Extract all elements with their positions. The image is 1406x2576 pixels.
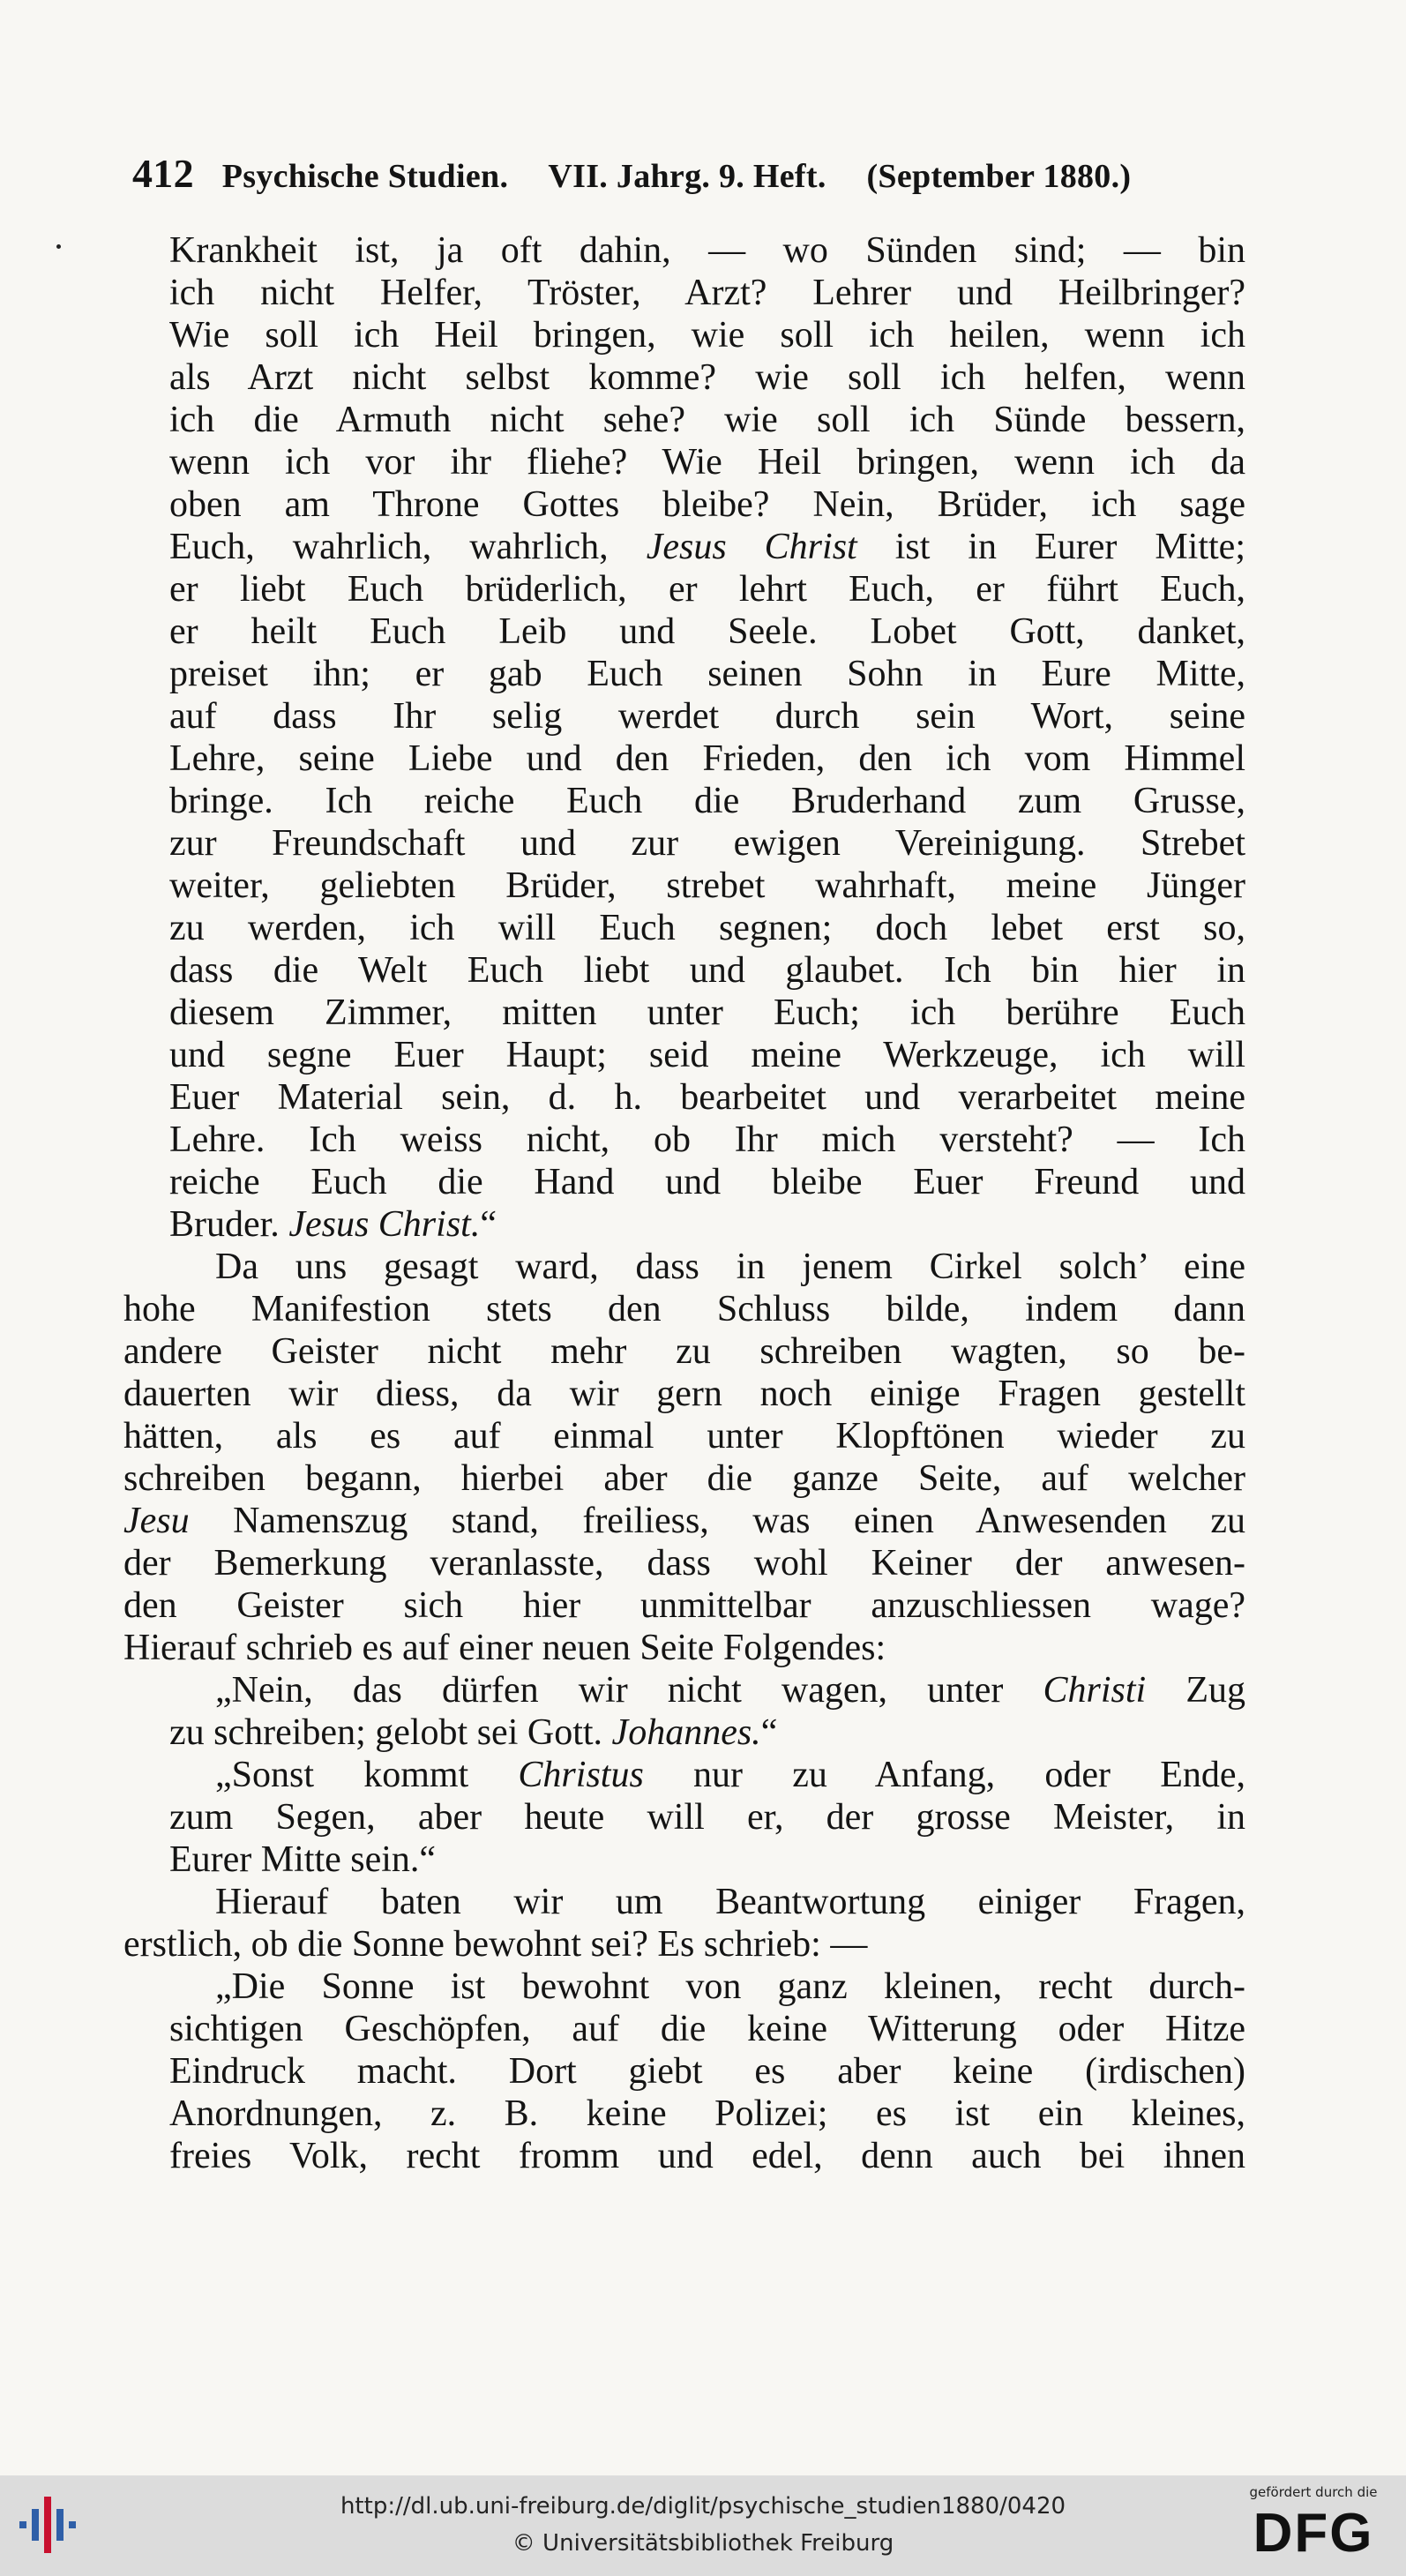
line-text: auf dass Ihr selig werdet durch sein Wort, seine [169,696,1245,737]
text-line [123,1288,1245,1330]
speck-mark [56,244,61,249]
italic-name: Johannes. [611,1712,761,1753]
italic-name: Jesus Christ. [288,1204,481,1245]
text-line [123,1119,1245,1161]
text-line [123,822,1245,865]
text-line [123,483,1245,526]
line-text: Euch, wahrlich, wahrlich, [169,527,647,567]
italic-name: Christi [1043,1670,1147,1711]
text-line [123,229,1245,272]
text-line [123,2008,1245,2050]
text-line [123,738,1245,780]
line-text: „Nein, das dürfen wir nicht wagen, unter [215,1670,1043,1711]
text-line [123,1627,1245,1669]
line-text: diesem Zimmer, mitten unter Euch; ich berühre Euch [169,992,1245,1033]
line-text: schreiben begann, hierbei aber die ganze Seite, auf welcher [123,1458,1245,1499]
text-line [123,568,1245,610]
dfg-logo [1238,2484,1388,2567]
source-url-link[interactable]: http://dl.ub.uni-freiburg.de/diglit/psychische_studien1880/0420 [340,2493,1066,2520]
text-line [123,2093,1245,2135]
line-text: wenn ich vor ihr fliehe? Wie Heil bringen, wenn ich da [169,442,1245,483]
line-text: Anordnungen, z. B. keine Polizei; es ist ein kleines, [169,2093,1245,2134]
text-line [123,1669,1245,1711]
text-line [123,1796,1245,1838]
line-text: „Die Sonne ist bewohnt von ganz kleinen, recht durch- [215,1966,1245,2007]
text-line [123,1584,1245,1627]
line-text: dass die Welt Euch liebt und glaubet. Ich bin hier in [169,950,1245,991]
copyright-notice: © Universitätsbibliothek Freiburg [512,2530,894,2557]
text-line [123,356,1245,399]
line-text: Namenszug stand, freiliess, was einen Anwesenden zu [189,1501,1245,1541]
text-line [123,2135,1245,2177]
line-text: hohe Manifestion stets den Schluss bilde, indem dann [123,1289,1245,1329]
line-text: Lehre. Ich weiss nicht, ob Ihr mich versteht? — Ich [169,1120,1245,1160]
line-text: weiter, geliebten Brüder, strebet wahrhaft, meine Jünger [169,865,1245,906]
line-text: Wie soll ich Heil bringen, wie soll ich heilen, wenn ich [169,315,1245,356]
line-text: dauerten wir diess, da wir gern noch einige Fragen gestellt [123,1374,1245,1414]
line-text: ich die Armuth nicht sehe? wie soll ich Sünde bessern, [169,400,1245,440]
issue-info: VII. Jahrg. 9. Heft. [548,158,826,195]
text-line [123,1330,1245,1373]
text-line [123,1542,1245,1584]
text-line [123,610,1245,653]
text-line [123,1966,1245,2008]
italic-name: Christus [518,1755,644,1795]
dfg-logo-icon [1243,2502,1384,2560]
body-text [123,229,1245,2177]
text-line [123,865,1245,907]
text-line [123,1881,1245,1923]
text-line [123,1923,1245,1966]
text-line [123,1246,1245,1288]
issue-date: (September 1880.) [866,158,1132,195]
text-line [123,907,1245,949]
line-text: zu werden, ich will Euch segnen; doch lebet erst so, [169,908,1245,948]
line-text: Lehre, seine Liebe und den Frieden, den ich vom Himmel [169,738,1245,779]
footer-bar [0,2475,1406,2576]
line-text: oben am Throne Gottes bleibe? Nein, Brüder, ich sage [169,484,1245,525]
line-text: ich nicht Helfer, Tröster, Arzt? Lehrer und Heilbringer? [169,273,1245,313]
line-text: Eindruck macht. Dort giebt es aber keine (irdischen) [169,2051,1245,2092]
line-text: sichtigen Geschöpfen, auf die keine Witterung oder Hitze [169,2009,1245,2049]
line-text: zur Freundschaft und zur ewigen Vereinigung. Strebet [169,823,1245,864]
text-line [123,314,1245,356]
text-line [123,2050,1245,2093]
italic-name: Jesus Christ [646,527,857,567]
text-line [123,399,1245,441]
running-header [132,150,1217,197]
line-text: er heilt Euch Leib und Seele. Lobet Gott, danket, [169,611,1245,652]
text-line [123,1161,1245,1203]
line-text: “ [760,1712,778,1753]
line-text: hätten, als es auf einmal unter Klopftönen wieder zu [123,1416,1245,1456]
text-line [123,695,1245,738]
line-text: und segne Euer Haupt; seid meine Werkzeuge, ich will [169,1035,1245,1075]
dfg-caption: gefördert durch die [1249,2484,1378,2500]
text-line [123,653,1245,695]
line-text: als Arzt nicht selbst komme? wie soll ich helfen, wenn [169,357,1245,398]
text-line [123,992,1245,1034]
line-text: Eurer Mitte sein.“ [169,1839,437,1880]
line-text: der Bemerkung veranlasste, dass wohl Keiner der anwesen- [123,1543,1245,1584]
line-text: „Sonst kommt [215,1755,519,1795]
text-line [123,1076,1245,1119]
text-line [123,1500,1245,1542]
text-line [123,1034,1245,1076]
line-text: Bruder. [169,1204,289,1245]
line-text: Zug [1146,1670,1245,1711]
line-text: Hierauf baten wir um Beantwortung einiger Fragen, [215,1882,1245,1922]
line-text: Hierauf schrieb es auf einer neuen Seite Folgendes: [123,1628,886,1668]
line-text: bringe. Ich reiche Euch die Bruderhand zum Grusse, [169,781,1245,821]
text-line [123,1754,1245,1796]
text-line [123,1373,1245,1415]
text-line [123,272,1245,314]
line-text: “ [480,1204,497,1245]
svg-text:DFG: DFG [1253,2503,1374,2560]
line-text: Krankheit ist, ja oft dahin, — wo Sünden sind; — bin [169,230,1245,271]
text-line [123,1711,1245,1754]
text-line [123,1838,1245,1881]
line-text: zum Segen, aber heute will er, der grosse Meister, in [169,1797,1245,1838]
text-line [123,1457,1245,1500]
italic-name: Jesu [123,1501,190,1541]
line-text: freies Volk, recht fromm und edel, denn auch bei ihnen [169,2136,1245,2176]
line-text: er liebt Euch brüderlich, er lehrt Euch, er führt Euch, [169,569,1245,610]
text-line [123,1203,1245,1246]
line-text: erstlich, ob die Sonne bewohnt sei? Es schrieb: — [123,1924,868,1965]
line-text: reiche Euch die Hand und bleibe Euer Freund und [169,1162,1245,1202]
text-line [123,780,1245,822]
text-line [123,949,1245,992]
page-number: 412 [132,151,194,196]
line-text: den Geister sich hier unmittelbar anzuschliessen wage? [123,1585,1245,1626]
line-text: Da uns gesagt ward, dass in jenem Cirkel solch’ eine [215,1247,1245,1287]
line-text: preiset ihn; er gab Euch seinen Sohn in Eure Mitte, [169,654,1245,694]
text-line [123,526,1245,568]
line-text: nur zu Anfang, oder Ende, [643,1755,1245,1795]
line-text: Euer Material sein, d. h. bearbeitet und verarbeitet meine [169,1077,1245,1118]
text-line [123,1415,1245,1457]
line-text: andere Geister nicht mehr zu schreiben wagten, so be- [123,1331,1245,1372]
journal-title: Psychische Studien. [221,158,509,195]
text-line [123,441,1245,483]
line-text: zu schreiben; gelobt sei Gott. [169,1712,612,1753]
line-text: ist in Eurer Mitte; [856,527,1245,567]
